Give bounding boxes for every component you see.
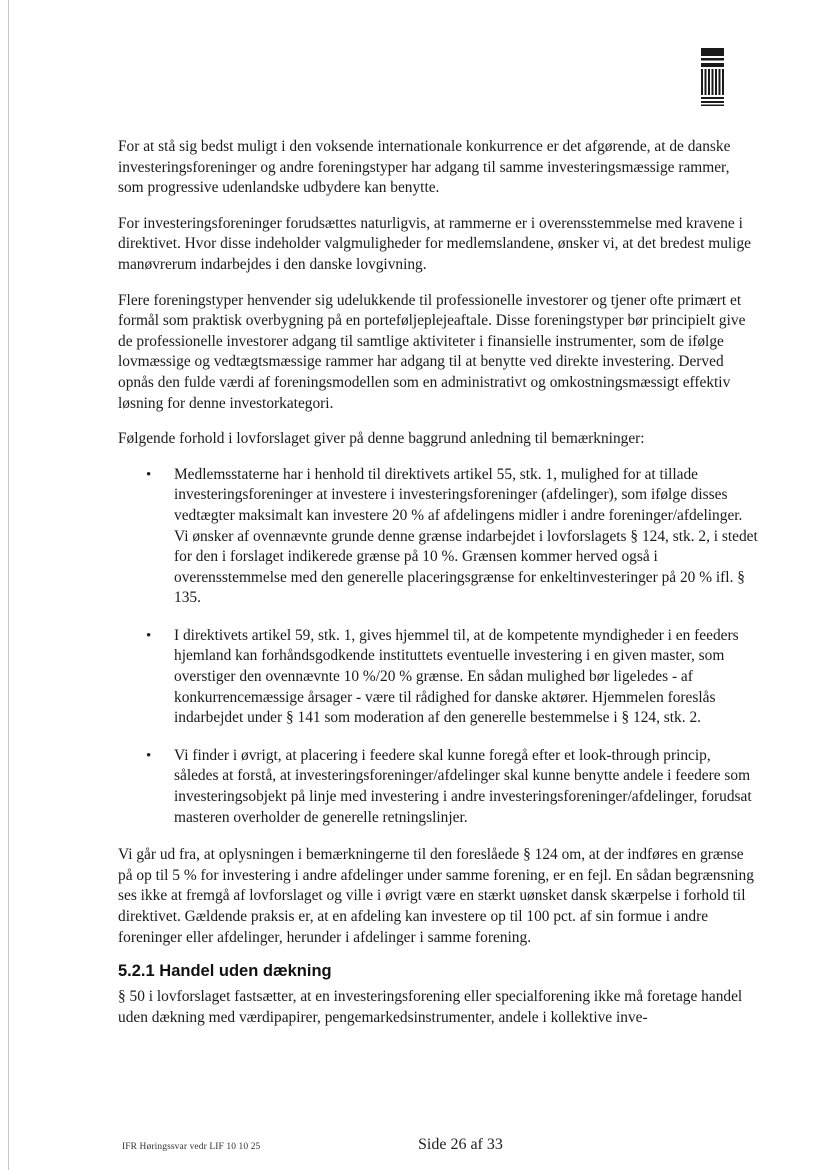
list-item-text: I direktivets artikel 59, stk. 1, gives hjemmel til, at de kompetente myndigheder i en feeders hjemland kan forhåndsgodkende instituttets eventuelle investering i en given master, som overstiger den ovennævnte 10 %/20 % grænse. En sådan mulighed bør ligeledes - af konkurrencemæssige årsager - være til rådighed for danske aktører. Hjemmelen foreslås indarbejdet under § 141 som moderation af den generelle bestemmelse i § 124, stk. 2. — [174, 626, 739, 727]
footer-page-number: Side 26 af 33 — [418, 1136, 503, 1153]
section-paragraph: § 50 i lovforslaget fastsætter, at en investeringsforening eller specialforening ikke må foretage handel uden dækning med værdipapirer, pengemarkedsinstrumenter, andele i kollektive inve- — [118, 988, 743, 1026]
bullet-icon: • — [146, 747, 152, 764]
paragraph: Vi går ud fra, at oplysningen i bemærkningerne til den foreslåede § 124 om, at der indføres en grænse på op til 5 % for investering i andre afdelinger under samme forening, er en fejl. En sådan begrænsning ses ikke at fremgå af lovforslaget og ville i øvrigt være en stærkt uønsket dansk skærpelse i forhold til direktivet. Gældende praksis er, at en afdeling kan investere op til 100 pct. af sin formue i andre foreninger eller afdelinger, herunder i afdelinger i samme forening. — [118, 846, 754, 946]
list-item — [118, 465, 758, 609]
list-item — [118, 746, 758, 828]
paragraph: Flere foreningstyper henvender sig udelukkende til professionelle investorer og tjener ofte primært et formål som praktisk overbygning på en porteføljeplejeaftale. Disse foreningstyper bør principielt give de professionelle investorer adgang til samtlige aktiviteter i finansielle instrumenter, som de ifølge lovmæssige og vedtægtsmæssige rammer har adgang til at benytte ved direkte investering. Derved opnås den fulde værdi af foreningsmodellen som en administrativt og omkostningsmæssigt effektiv løsning for denne investorkategori. — [118, 291, 746, 412]
remarks-list — [118, 465, 758, 829]
paragraph: For investeringsforeninger forudsættes naturligvis, at rammerne er i overensstemmelse med kravene i direktivet. Hvor disse indeholder valgmuligheder for medlemslandene, ønsker vi, at det bredest mulige manøvrerum indarbejdes i den danske lovgivning. — [118, 214, 751, 273]
ifr-logo-icon — [699, 47, 726, 107]
list-item-text: Medlemsstaterne har i henhold til direktivets artikel 55, stk. 1, mulighed for at tillade investeringsforeninger at investere i investeringsforeninger (afdelinger), som ifølge disses vedtægter maksimalt kan investere 20 % af afdelingens midler i andre foreninger/afdelinger. Vi ønsker af ovennævnte grunde denne grænse indarbejdet i lovforslagets § 124, stk. 2, i stedet for den i forslaget indikerede grænse på 10 %. Grænsen kommer herved også i overensstemmelse med den generelle placeringsgrænse for enkeltinvesteringer på 20 % ifl. § 135. — [174, 465, 758, 607]
bullet-icon: • — [146, 466, 152, 483]
page-edge-line — [8, 0, 9, 1170]
bullet-icon: • — [146, 627, 152, 644]
list-item — [118, 626, 758, 729]
list-item-text: Vi finder i øvrigt, at placering i feedere skal kunne foregå efter et look-through princip, således at forstå, at investeringsforeninger/afdelinger skal kunne benytte andele i feedere som investeringsobjekt på linje med investering i andre investeringsforeninger/afdelinger, forudsat masteren overholder de generelle retningslinjer. — [174, 746, 752, 826]
section-heading: 5.2.1 Handel uden dækning — [118, 962, 332, 981]
footer-document-ref: IFR Høringssvar vedr LIF 10 10 25 — [122, 1142, 261, 1152]
document-body — [118, 137, 758, 1043]
paragraph: Følgende forhold i lovforslaget giver på denne baggrund anledning til bemærkninger: — [118, 430, 645, 448]
paragraph: For at stå sig bedst muligt i den voksende internationale konkurrence er det afgørende, at de danske investeringsforeninger og andre foreningstyper har adgang til samme investeringsmæssige rammer, som progressive udenlandske udbydere kan benytte. — [118, 138, 731, 197]
